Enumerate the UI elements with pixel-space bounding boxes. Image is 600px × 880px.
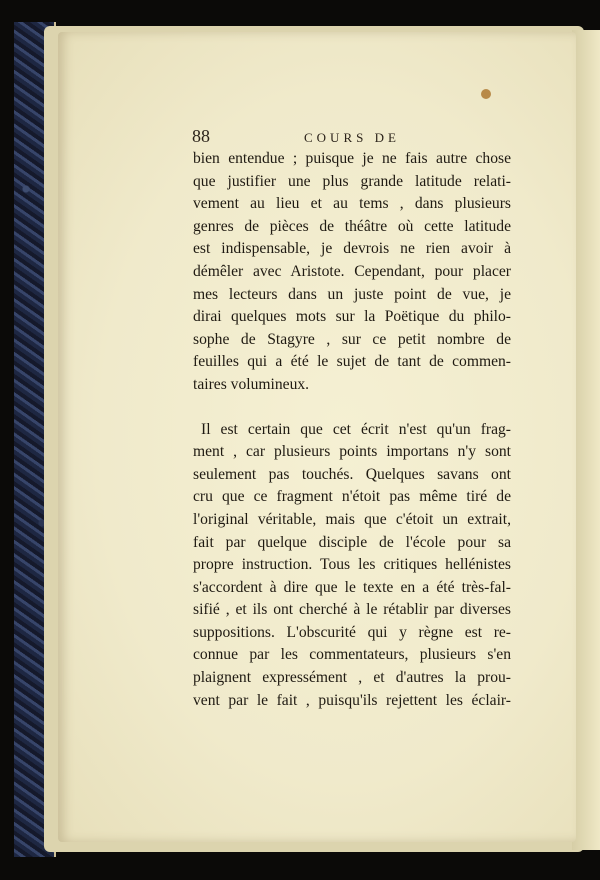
text-line: dirai quelques mots sur la Poëtique du philo- [193, 308, 511, 326]
text-line: est indispensable, je devrois ne rien avoir à [193, 240, 511, 258]
facing-page-edge [572, 30, 600, 850]
page-number: 88 [192, 126, 210, 146]
foxing-spot [481, 89, 491, 99]
text-line: vement au lieu et au tems , dans plusieurs [193, 195, 511, 213]
text-line: bien entendue ; puisque je ne fais autre chose [193, 150, 511, 167]
text-line: fait par quelque disciple de l'école pour sa [193, 533, 511, 551]
text-line: seulement pas touchés. Quelques savans ont [193, 465, 511, 483]
text-line: sophe de Stagyre , sur ce petit nombre de [193, 330, 511, 348]
text-line: plaignent expressément , et d'autres la prou- [193, 669, 511, 687]
running-head: COURS DE [304, 130, 400, 145]
text-line: l'original véritable, mais que c'étoit un extrait, [193, 510, 511, 528]
text-line: ment , car plusieurs points importans n'y sont [193, 443, 511, 461]
paragraph-2 [193, 419, 511, 713]
text-line: feuilles qui a été le sujet de tant de commen- [193, 353, 511, 371]
text-line: s'accordent à dire que le texte en a été très-fal- [193, 578, 511, 596]
text-line: sifié , et ils ont cherché à le rétablir par diverses [193, 601, 511, 619]
text-line: suppositions. L'obscurité qui y règne est re- [193, 623, 511, 641]
paragraph-1 [193, 148, 511, 397]
text-line: cru que ce fragment n'étoit pas même tiré de [193, 488, 511, 506]
body-text [193, 148, 511, 712]
text-line: Il est certain que cet écrit n'est qu'un frag- [201, 420, 511, 438]
text-line: que justifier une plus grande latitude relati- [193, 172, 511, 190]
text-line: connue par les commentateurs, plusieurs s'en [193, 646, 511, 664]
text-line: mes lecteurs dans un juste point de vue, je [193, 285, 511, 303]
text-line: vent par le fait , puisqu'ils rejettent les éclair- [193, 691, 511, 709]
text-line: démêler avec Aristote. Cependant, pour placer [193, 262, 511, 280]
text-line: genres de pièces de théâtre où cette latitude [193, 217, 511, 235]
text-line: taires volumineux. [193, 375, 310, 393]
text-line: propre instruction. Tous les critiques hellénistes [193, 556, 511, 574]
